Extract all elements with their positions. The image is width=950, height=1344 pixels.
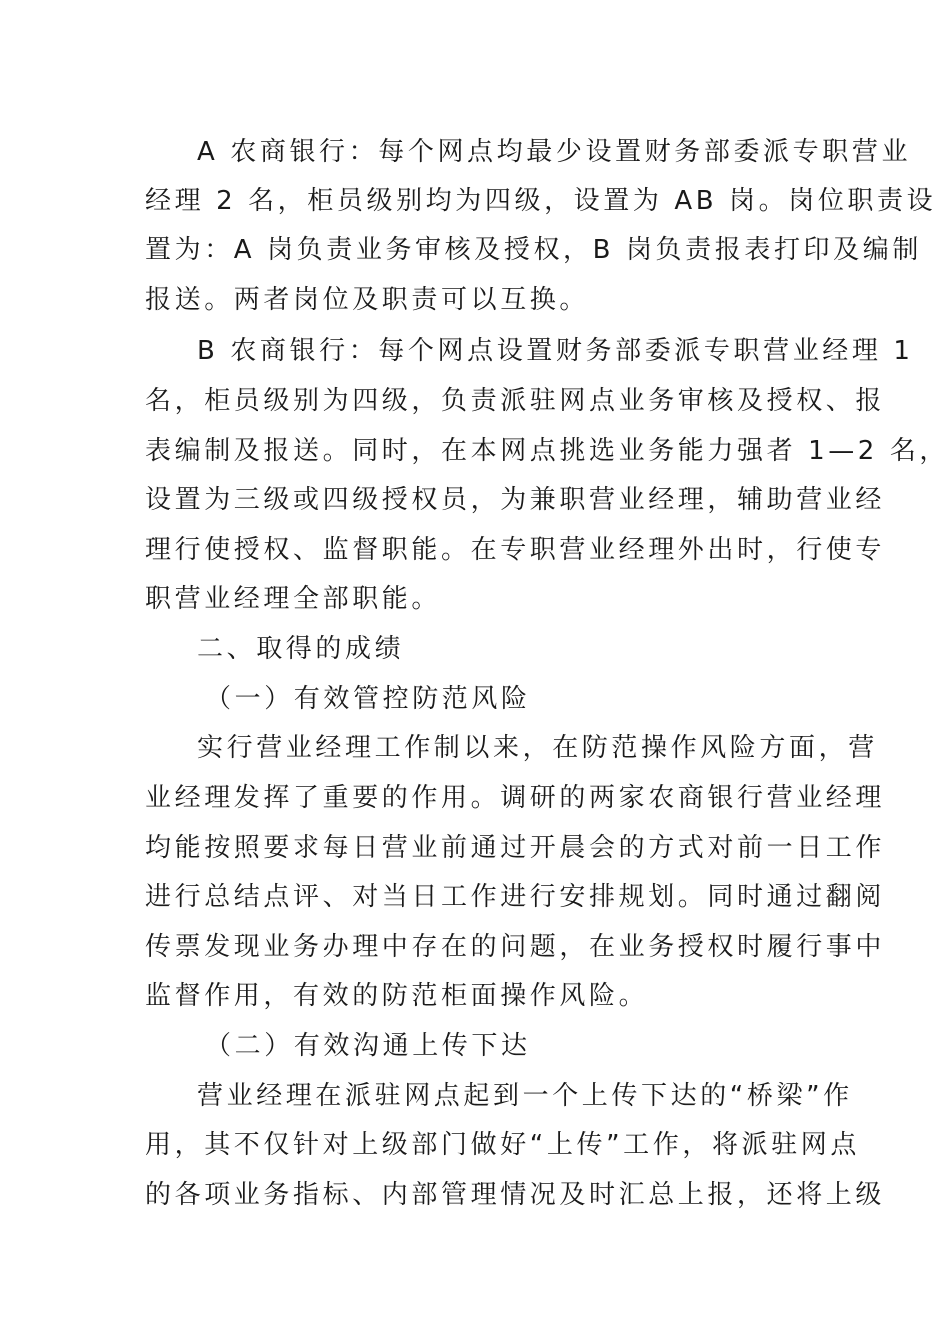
paragraph-3-line-6: 监督作用，有效的防范柜面操作风险。 — [145, 981, 649, 1011]
subheading-2: （二）有效沟通上传下达 — [205, 1031, 531, 1061]
paragraph-3-line-1: 实行营业经理工作制以来，在防范操作风险方面，营 — [197, 733, 878, 763]
subheading-1: （一）有效管控防范风险 — [205, 684, 531, 714]
paragraph-3-line-3: 均能按照要求每日营业前通过开晨会的方式对前一日工作 — [145, 833, 886, 863]
paragraph-4-line-3: 的各项业务指标、内部管理情况及时汇总上报，还将上级 — [145, 1180, 886, 1210]
paragraph-2-line-3: 表编制及报送。同时，在本网点挑选业务能力强者 1—2 名， — [145, 436, 950, 466]
paragraph-1-line-4: 报送。两者岗位及职责可以互换。 — [145, 285, 590, 315]
paragraph-1-line-3: 置为：A 岗负责业务审核及授权，B 岗负责报表打印及编制 — [145, 235, 922, 265]
paragraph-3-line-2: 业经理发挥了重要的作用。调研的两家农商银行营业经理 — [145, 783, 886, 813]
paragraph-1-line-2: 经理 2 名，柜员级别均为四级，设置为 AB 岗。岗位职责设 — [145, 186, 937, 216]
paragraph-2-line-2: 名，柜员级别为四级，负责派驻网点业务审核及授权、报 — [145, 386, 886, 416]
paragraph-4-line-2: 用，其不仅针对上级部门做好“上传”工作，将派驻网点 — [145, 1130, 860, 1160]
paragraph-2-line-1: B 农商银行：每个网点设置财务部委派专职营业经理 1 — [197, 336, 914, 366]
paragraph-1-line-1: A 农商银行：每个网点均最少设置财务部委派专职营业 — [197, 137, 912, 167]
paragraph-3-line-4: 进行总结点评、对当日工作进行安排规划。同时通过翻阅 — [145, 882, 886, 912]
paragraph-4-line-1: 营业经理在派驻网点起到一个上传下达的“桥梁”作 — [197, 1081, 853, 1111]
paragraph-2-line-5: 理行使授权、监督职能。在专职营业经理外出时，行使专 — [145, 535, 886, 565]
paragraph-2-line-6: 职营业经理全部职能。 — [145, 584, 442, 614]
paragraph-3-line-5: 传票发现业务办理中存在的问题，在业务授权时履行事中 — [145, 932, 886, 962]
section-heading: 二、取得的成绩 — [197, 634, 405, 664]
paragraph-2-line-4: 设置为三级或四级授权员，为兼职营业经理，辅助营业经 — [145, 485, 886, 515]
